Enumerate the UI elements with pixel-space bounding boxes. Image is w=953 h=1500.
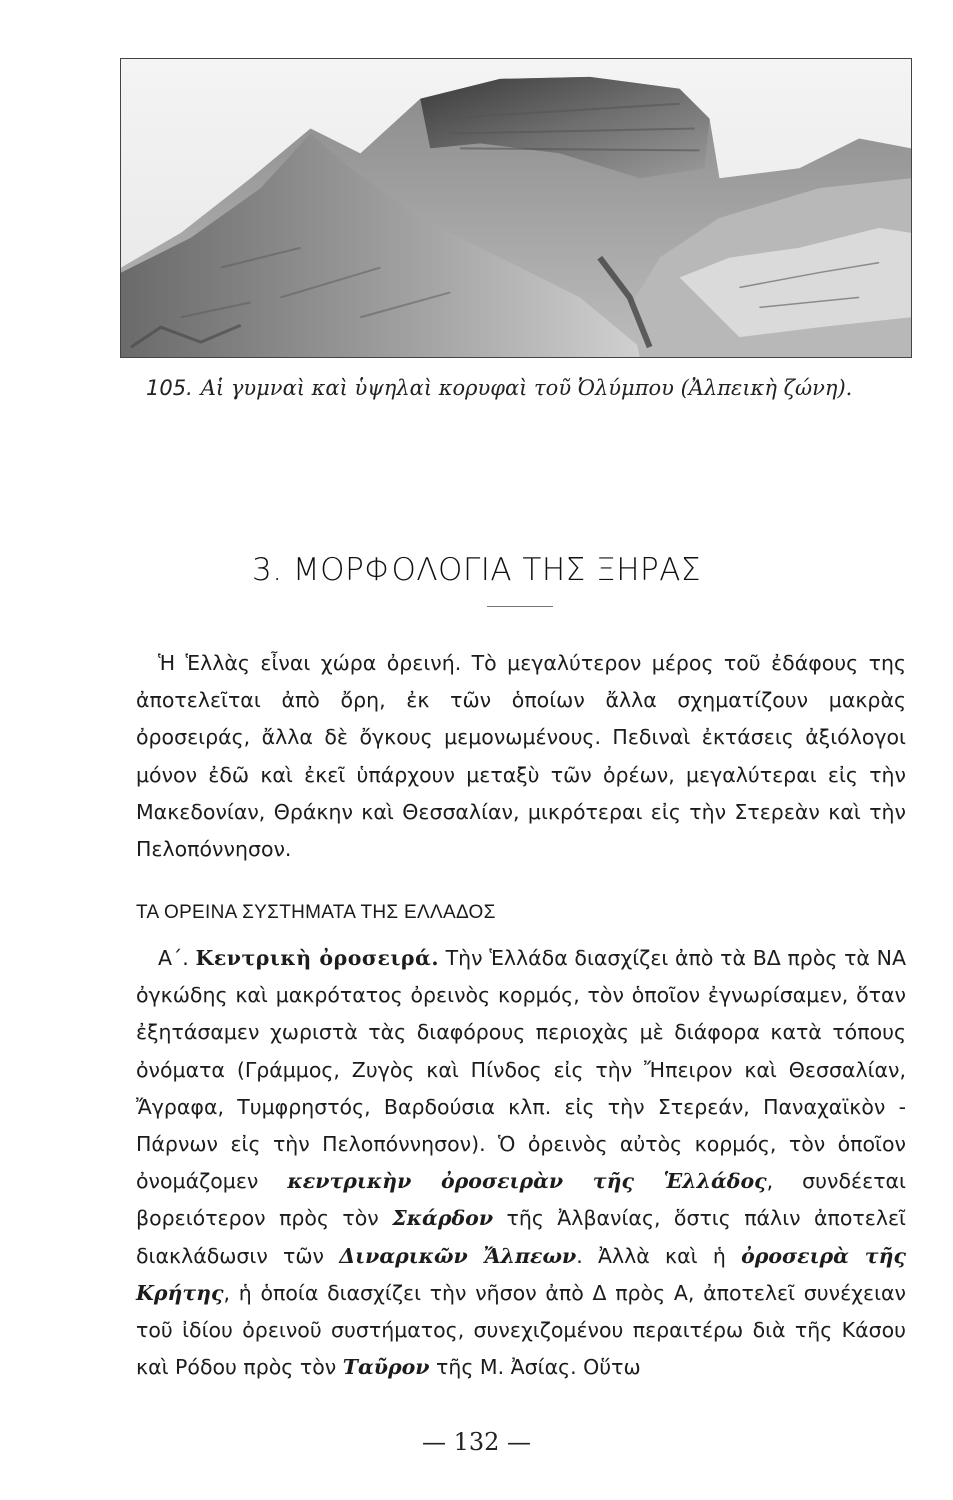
chapter-title: 3. ΜΟΡΦΟΛΟΓΙΑ ΤΗΣ ΞΗΡΑΣ (252, 552, 701, 588)
section-heading: ΤΑ ΟΡΕΙΝΑ ΣΥΣΤΗΜΑΤΑ ΤΗΣ ΕΛΛΑΔΟΣ (136, 902, 496, 923)
page-number: — 132 — (421, 1428, 532, 1456)
figure-caption-text: Αἱ γυμναὶ καὶ ὑψηλαὶ κορυφαὶ τοῦ Ὀλύμπου (Ἀλπεικὴ ζώνη). (200, 376, 853, 400)
paragraph-text: τῆς Ἀλβανίας, ὅστις πάλιν ἀποτελεῖ διακλάδωσιν τῶν (136, 1206, 906, 1268)
emphasis-taurus: Ταῦρον (342, 1355, 430, 1380)
intro-paragraph: Ἡ Ἑλλὰς εἶναι χώρα ὀρεινή. Τὸ μεγαλύτερον μέρος τοῦ ἐδάφους της ἀποτελεῖται ἀπὸ ὄρη, ἐκ τῶν ὁποίων ἄλλα σχηματίζουν μακρὰς ὀροσειράς, ἄλλα δὲ ὄγκους μεμονωμένους. Πεδιναὶ ἐκτάσεις ἀξιόλογοι μόνον ἐδῶ καὶ ἐκεῖ ὑπάρχουν μεταξὺ τῶν ὀρέων, μεγαλύτεραι εἰς τὴν Μακεδονίαν, Θράκην καὶ Θεσσαλίαν, μικρότεραι εἰς τὴν Στερεὰν καὶ τὴν Πελοπόννησον. (136, 651, 906, 862)
emphasis-central-range: κεντρικὴν ὀροσειρὰν τῆς Ἑλλάδος (287, 1169, 767, 1194)
paragraph-text: , ἡ ὁποία διασχίζει τὴν νῆσον ἀπὸ Δ πρὸς Α, ἀποτελεῖ συνέχειαν τοῦ ἰδίου ὀρεινοῦ συστήματος, συνεχιζομένου περαιτέρω διὰ τῆς Κάσου καὶ Ρόδου πρὸς τὸν (136, 1280, 906, 1380)
paragraph-text: , συνδέεται βορειότερον πρὸς τὸν (136, 1169, 906, 1231)
title-divider (487, 606, 553, 607)
central-range-paragraph (136, 940, 906, 1386)
emphasis-dinaric-alps: Διναρικῶν Ἄλπεων (339, 1243, 577, 1268)
paragraph-text: τῆς Μ. Ἀσίας. Οὕτω (429, 1355, 641, 1380)
paragraph-text: Τὴν Ἑλλάδα διασχίζει ἀπὸ τὰ ΒΔ πρὸς τὰ ΝΑ ὀγκώδης καὶ μακρότατος ὀρεινὸς κορμός, τὸν ὁποῖον ἐγνωρίσαμεν, ὅταν ἐξητάσαμεν χωριστὰ τὰς διαφόρους περιοχὰς μὲ διάφορα κατὰ τόπους ὀνόματα (Γράμμος, Ζυγὸς καὶ Πίνδος εἰς τὴν Ἤπειρον καὶ Θεσσαλίαν, Ἄγραφα, Τυμφρηστός, Βαρδούσια κλπ. εἰς τὴν Στερεάν, Παναχαϊκὸν - Πάρνων εἰς τὴν Πελοπόννησον). Ὁ ὀρεινὸς αὐτὸς κορμός, τὸν ὁποῖον ὀνομάζομεν (136, 946, 907, 1194)
figure-number: 105. (146, 376, 193, 400)
paragraph-text: . Ἀλλὰ καὶ ἡ (576, 1243, 742, 1268)
olympus-peaks-photo (120, 58, 912, 358)
figure-caption (146, 376, 906, 400)
emphasis-skardos: Σκάρδον (392, 1206, 494, 1231)
section-lead: Κεντρικὴ ὀροσειρά. (195, 946, 439, 970)
section-marker: Α΄. (158, 946, 189, 970)
mountain-photo-illustration (121, 59, 911, 357)
emphasis-crete-range: ὀροσειρὰ τῆς Κρήτης (136, 1243, 906, 1305)
